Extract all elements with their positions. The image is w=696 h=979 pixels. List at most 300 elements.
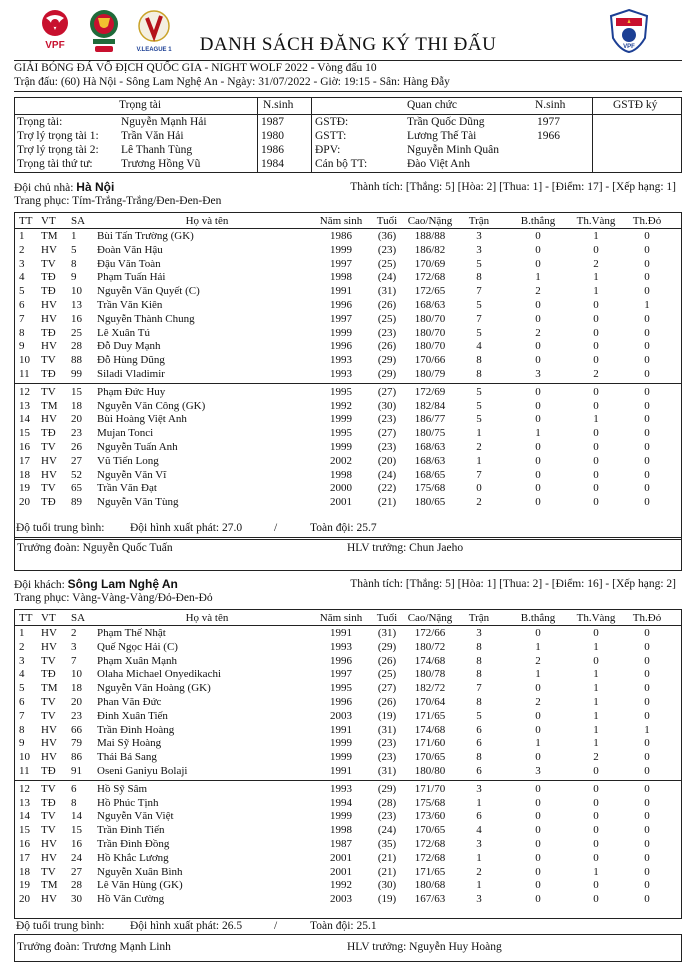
player-red: 0 (644, 765, 650, 777)
home-avg-start: Đội hình xuất phát: 27.0 (130, 522, 243, 534)
away-coach: HLV trưởng: Nguyễn Huy Hoàng (347, 941, 502, 953)
official-name: Trần Quốc Dũng (407, 116, 485, 128)
player-name: Nguyễn Văn Hoàng (GK) (97, 682, 211, 695)
player-name: Trần Văn Kiên (97, 299, 163, 311)
player-red: 0 (644, 682, 650, 695)
player-wins: 0 (535, 893, 541, 906)
player-yellow: 1 (593, 709, 599, 722)
player-vt: TM (41, 879, 58, 892)
player-red: 0 (644, 810, 650, 823)
player-red: 0 (644, 893, 650, 906)
officials-header-sign: GSTĐ ký (613, 99, 658, 111)
officials-header-birth2: N.sinh (535, 99, 566, 111)
player-row (15, 641, 681, 653)
player-row (15, 682, 681, 694)
player-red: 1 (644, 299, 650, 311)
player-age: (23) (377, 810, 397, 823)
player-sa: 79 (71, 737, 82, 750)
official-year: 1977 (537, 116, 560, 128)
player-year: 1991 (330, 285, 352, 298)
player-yellow: 0 (593, 354, 599, 367)
player-vt: TV (41, 441, 56, 453)
player-sa: 16 (71, 838, 82, 850)
starters-subs-divider (15, 383, 681, 384)
player-red: 0 (644, 441, 650, 453)
player-name: Nguyễn Văn Quyết (C) (97, 285, 200, 298)
player-hw: 172/68 (414, 838, 446, 850)
player-age: (30) (377, 399, 397, 412)
officials-header-birth: N.sinh (263, 99, 294, 111)
player-year: 1993 (330, 640, 352, 653)
player-sa: 25 (71, 326, 82, 339)
player-tt: 1 (19, 230, 25, 242)
player-matches: 5 (476, 399, 482, 412)
player-row (15, 427, 681, 439)
player-hw: 171/65 (414, 865, 446, 878)
player-hw: 175/68 (414, 482, 446, 495)
column-header-hw: Cao/Nặng (407, 215, 453, 227)
player-name: Bùi Hoàng Việt Anh (97, 413, 187, 426)
player-sa: 18 (71, 399, 82, 412)
player-matches: 3 (476, 782, 482, 795)
referee-name: Trương Hồng Vũ (121, 158, 201, 170)
player-tt: 20 (19, 496, 30, 509)
player-sa: 14 (71, 810, 82, 823)
player-wins: 1 (535, 427, 541, 440)
player-name: Lê Xuân Tú (97, 326, 150, 339)
player-age: (26) (377, 340, 397, 353)
player-wins: 3 (535, 368, 541, 380)
column-header-wins: B.thắng (520, 215, 556, 227)
player-yellow: 0 (593, 496, 599, 509)
player-tt: 5 (19, 682, 25, 695)
header-divider-bottom (14, 91, 682, 92)
player-vt: HV (41, 413, 57, 426)
player-row (15, 710, 681, 722)
player-red: 1 (644, 723, 650, 736)
player-vt: TV (41, 257, 56, 270)
player-year: 1995 (330, 427, 352, 440)
player-matches: 3 (476, 230, 482, 242)
player-wins: 0 (535, 468, 541, 481)
player-yellow: 0 (593, 765, 599, 777)
player-name: Trần Đình Tiến (97, 824, 165, 837)
player-age: (27) (377, 682, 397, 695)
referee-role: Trọng tài thứ tư: (17, 158, 93, 170)
player-tt: 9 (19, 737, 25, 750)
official-name: Đào Việt Anh (407, 158, 470, 170)
player-name: Đỗ Hùng Dũng (97, 354, 165, 367)
player-vt: TM (41, 682, 58, 695)
player-red: 0 (644, 796, 650, 809)
player-age: (26) (377, 654, 397, 667)
player-year: 1987 (330, 838, 352, 850)
player-hw: 174/68 (414, 723, 446, 736)
player-matches: 6 (476, 737, 482, 750)
official-name: Lương Thế Tài (407, 130, 477, 142)
player-vt: HV (41, 454, 57, 467)
player-yellow: 1 (593, 723, 599, 736)
player-tt: 13 (19, 796, 30, 809)
player-wins: 0 (535, 682, 541, 695)
player-year: 1999 (330, 413, 352, 426)
player-year: 1993 (330, 354, 352, 367)
header-divider (15, 625, 681, 626)
player-vt: TV (41, 654, 56, 667)
player-tt: 16 (19, 441, 30, 453)
player-age: (29) (377, 782, 397, 795)
referee-role: Trợ lý trọng tài 2: (17, 144, 99, 156)
player-year: 1999 (330, 243, 352, 256)
player-age: (25) (377, 312, 397, 325)
player-hw: 171/70 (414, 782, 446, 795)
player-red: 0 (644, 824, 650, 837)
player-tt: 18 (19, 468, 30, 481)
player-name: Mujan Tonci (97, 427, 154, 440)
player-row (15, 400, 681, 412)
player-hw: 180/70 (414, 326, 446, 339)
player-yellow: 1 (593, 668, 599, 681)
player-name: Đỗ Duy Mạnh (97, 340, 161, 353)
player-hw: 168/63 (414, 441, 446, 453)
player-name: Nguyễn Thành Chung (97, 312, 195, 325)
player-red: 0 (644, 737, 650, 750)
player-matches: 3 (476, 243, 482, 256)
player-row (15, 655, 681, 667)
official-year: 1966 (537, 130, 560, 142)
player-sa: 23 (71, 709, 82, 722)
column-header-red: Th.Đỏ (632, 215, 662, 227)
player-sa: 7 (71, 654, 77, 667)
player-sa: 28 (71, 879, 82, 892)
official-role: GSTĐ: (315, 116, 349, 128)
player-matches: 6 (476, 810, 482, 823)
player-matches: 1 (476, 879, 482, 892)
player-row (15, 696, 681, 708)
player-hw: 170/65 (414, 824, 446, 837)
player-vt: TĐ (41, 796, 56, 809)
player-red: 0 (644, 399, 650, 412)
player-tt: 13 (19, 399, 30, 412)
player-age: (23) (377, 326, 397, 339)
player-tt: 12 (19, 385, 30, 398)
column-header-yellow: Th.Vàng (576, 612, 616, 624)
away-staff-box (14, 934, 682, 962)
player-sa: 6 (71, 782, 77, 795)
player-year: 2002 (330, 454, 352, 467)
referee-role: Trọng tài: (17, 116, 63, 128)
player-row (15, 469, 681, 481)
player-wins: 0 (535, 340, 541, 353)
player-matches: 3 (476, 627, 482, 639)
player-name: Trần Đình Hoàng (97, 723, 175, 736)
player-tt: 6 (19, 696, 25, 708)
player-red: 0 (644, 285, 650, 298)
player-tt: 2 (19, 243, 25, 256)
player-tt: 17 (19, 851, 30, 864)
player-tt: 2 (19, 640, 25, 653)
player-yellow: 0 (593, 824, 599, 837)
player-age: (23) (377, 737, 397, 750)
player-matches: 4 (476, 824, 482, 837)
player-row (15, 751, 681, 763)
player-name: Nguyễn Văn Công (GK) (97, 399, 206, 412)
player-vt: HV (41, 299, 57, 311)
player-red: 0 (644, 668, 650, 681)
player-sa: 18 (71, 682, 82, 695)
starters-subs-divider (15, 780, 681, 781)
player-yellow: 0 (593, 468, 599, 481)
player-row (15, 455, 681, 467)
player-year: 1998 (330, 271, 352, 284)
player-wins: 0 (535, 723, 541, 736)
player-wins: 0 (535, 385, 541, 398)
vff-logo-text: VPF (623, 44, 635, 50)
player-wins: 0 (535, 299, 541, 311)
player-hw: 182/84 (414, 399, 446, 412)
player-matches: 8 (476, 354, 482, 367)
home-avg-all: Toàn đội: 25.7 (310, 522, 377, 534)
player-wins: 1 (535, 737, 541, 750)
player-wins: 0 (535, 399, 541, 412)
player-vt: TV (41, 482, 56, 495)
player-age: (27) (377, 427, 397, 440)
column-header-vt: VT (41, 612, 56, 624)
column-header-red: Th.Đỏ (632, 612, 662, 624)
player-matches: 8 (476, 696, 482, 708)
away-avg-age-label: Độ tuổi trung bình: (16, 920, 105, 932)
away-avg-start: Đội hình xuất phát: 26.5 (130, 920, 243, 932)
player-vt: HV (41, 627, 57, 639)
column-header-vt: VT (41, 215, 56, 227)
player-sa: 86 (71, 751, 82, 764)
player-wins: 2 (535, 285, 541, 298)
home-avg-age-label: Độ tuổi trung bình: (16, 522, 105, 534)
player-age: (25) (377, 668, 397, 681)
player-name: Bùi Tấn Trường (GK) (97, 230, 194, 242)
player-red: 0 (644, 865, 650, 878)
player-tt: 7 (19, 312, 25, 325)
player-red: 0 (644, 385, 650, 398)
player-red: 0 (644, 230, 650, 242)
player-age: (23) (377, 413, 397, 426)
player-year: 1996 (330, 696, 352, 708)
player-age: (23) (377, 243, 397, 256)
player-age: (36) (377, 230, 397, 242)
player-year: 1997 (330, 257, 352, 270)
player-row (15, 737, 681, 749)
player-hw: 172/65 (414, 285, 446, 298)
player-hw: 180/70 (414, 312, 446, 325)
player-sa: 3 (71, 640, 77, 653)
player-name: Nguyễn Xuân Bình (97, 865, 183, 878)
player-age: (31) (377, 285, 397, 298)
player-yellow: 1 (593, 682, 599, 695)
player-age: (23) (377, 751, 397, 764)
away-team-heading (14, 578, 178, 592)
player-hw: 175/68 (414, 796, 446, 809)
table-header-row (15, 610, 681, 624)
officials-header-referee: Trọng tài (119, 99, 162, 111)
player-row (15, 285, 681, 297)
player-name: Hồ Sỹ Sâm (97, 782, 148, 795)
referee-name: Trần Văn Hải (121, 130, 184, 142)
player-matches: 5 (476, 299, 482, 311)
player-hw: 170/66 (414, 354, 446, 367)
player-name: Vũ Tiến Long (97, 454, 159, 467)
player-row (15, 368, 681, 380)
player-age: (31) (377, 723, 397, 736)
player-matches: 3 (476, 838, 482, 850)
player-sa: 10 (71, 285, 82, 298)
player-red: 0 (644, 257, 650, 270)
player-wins: 0 (535, 851, 541, 864)
player-name: Quế Ngọc Hải (C) (97, 640, 178, 653)
player-tt: 3 (19, 257, 25, 270)
player-sa: 89 (71, 496, 82, 509)
column-header-tt: TT (19, 215, 33, 227)
player-age: (19) (377, 893, 397, 906)
player-age: (29) (377, 640, 397, 653)
referee-year: 1984 (261, 158, 284, 170)
player-hw: 182/72 (414, 682, 446, 695)
player-tt: 16 (19, 838, 30, 850)
player-vt: TĐ (41, 271, 56, 284)
player-sa: 20 (71, 413, 82, 426)
player-matches: 7 (476, 285, 482, 298)
player-wins: 0 (535, 482, 541, 495)
player-year: 2001 (330, 865, 352, 878)
player-red: 0 (644, 709, 650, 722)
player-year: 1996 (330, 654, 352, 667)
player-wins: 0 (535, 751, 541, 764)
column-header-matches: Trận (468, 612, 490, 624)
player-wins: 1 (535, 668, 541, 681)
referee-role: Trợ lý trọng tài 1: (17, 130, 99, 142)
column-header-hw: Cao/Nặng (407, 612, 453, 624)
player-matches: 5 (476, 709, 482, 722)
player-year: 1997 (330, 312, 352, 325)
player-year: 1998 (330, 468, 352, 481)
player-vt: TV (41, 824, 56, 837)
official-role: Cán bộ TT: (315, 158, 368, 170)
player-yellow: 0 (593, 385, 599, 398)
player-tt: 4 (19, 668, 25, 681)
player-hw: 180/78 (414, 668, 446, 681)
player-matches: 7 (476, 682, 482, 695)
player-hw: 168/63 (414, 454, 446, 467)
referee-year: 1986 (261, 144, 284, 156)
player-sa: 23 (71, 427, 82, 440)
player-wins: 0 (535, 796, 541, 809)
player-hw: 180/80 (414, 765, 446, 777)
player-sa: 99 (71, 368, 82, 380)
player-hw: 172/68 (414, 271, 446, 284)
player-yellow: 0 (593, 654, 599, 667)
player-hw: 170/69 (414, 257, 446, 270)
player-row (15, 852, 681, 864)
player-vt: TM (41, 399, 58, 412)
vff-logo-icon (608, 8, 650, 54)
player-matches: 8 (476, 654, 482, 667)
player-sa: 2 (71, 627, 77, 639)
player-year: 1995 (330, 682, 352, 695)
column-header-age: Tuổi (376, 215, 398, 227)
column-header-sa: SA (71, 612, 86, 624)
player-wins: 0 (535, 230, 541, 242)
player-vt: TM (41, 230, 58, 242)
player-age: (21) (377, 496, 397, 509)
player-age: (21) (377, 865, 397, 878)
player-name: Mai Sỹ Hoàng (97, 737, 162, 750)
player-red: 0 (644, 454, 650, 467)
player-name: Đậu Văn Toàn (97, 257, 161, 270)
player-wins: 1 (535, 640, 541, 653)
player-tt: 5 (19, 285, 25, 298)
player-year: 1999 (330, 751, 352, 764)
player-sa: 24 (71, 851, 82, 864)
player-red: 0 (644, 340, 650, 353)
player-yellow: 0 (593, 810, 599, 823)
player-row (15, 824, 681, 836)
player-sa: 5 (71, 243, 77, 256)
player-year: 1999 (330, 326, 352, 339)
player-vt: HV (41, 640, 57, 653)
player-red: 0 (644, 354, 650, 367)
player-hw: 170/65 (414, 751, 446, 764)
player-yellow: 1 (593, 865, 599, 878)
player-age: (31) (377, 765, 397, 777)
player-vt: TĐ (41, 368, 56, 380)
player-tt: 15 (19, 824, 30, 837)
player-matches: 8 (476, 271, 482, 284)
player-tt: 15 (19, 427, 30, 440)
player-wins: 0 (535, 257, 541, 270)
player-red: 0 (644, 312, 650, 325)
player-row (15, 340, 681, 352)
player-sa: 10 (71, 668, 82, 681)
player-name: Phạm Đức Huy (97, 385, 166, 398)
column-header-yellow: Th.Vàng (576, 215, 616, 227)
away-players-table (14, 609, 682, 919)
player-sa: 91 (71, 765, 82, 777)
player-row (15, 765, 681, 777)
competition-line: GIẢI BÓNG ĐÁ VÔ ĐỊCH QUỐC GIA - NIGHT WOLF 2022 - Vòng đấu 10 (14, 62, 377, 74)
referee-year: 1980 (261, 130, 284, 142)
player-year: 1992 (330, 399, 352, 412)
away-avg-all: Toàn đội: 25.1 (310, 920, 377, 932)
player-age: (19) (377, 709, 397, 722)
player-name: Đinh Xuân Tiến (97, 709, 168, 722)
player-tt: 10 (19, 751, 30, 764)
player-hw: 186/82 (414, 243, 446, 256)
player-hw: 172/69 (414, 385, 446, 398)
player-hw: 172/66 (414, 627, 446, 639)
player-red: 0 (644, 368, 650, 380)
player-yellow: 0 (593, 427, 599, 440)
player-yellow: 0 (593, 879, 599, 892)
player-yellow: 0 (593, 851, 599, 864)
player-matches: 5 (476, 257, 482, 270)
player-vt: TĐ (41, 427, 56, 440)
player-vt: HV (41, 751, 57, 764)
player-age: (29) (377, 368, 397, 380)
vpf-logo-text: VPF (45, 40, 65, 51)
player-age: (24) (377, 271, 397, 284)
player-row (15, 810, 681, 822)
player-yellow: 0 (593, 893, 599, 906)
player-yellow: 1 (593, 230, 599, 242)
